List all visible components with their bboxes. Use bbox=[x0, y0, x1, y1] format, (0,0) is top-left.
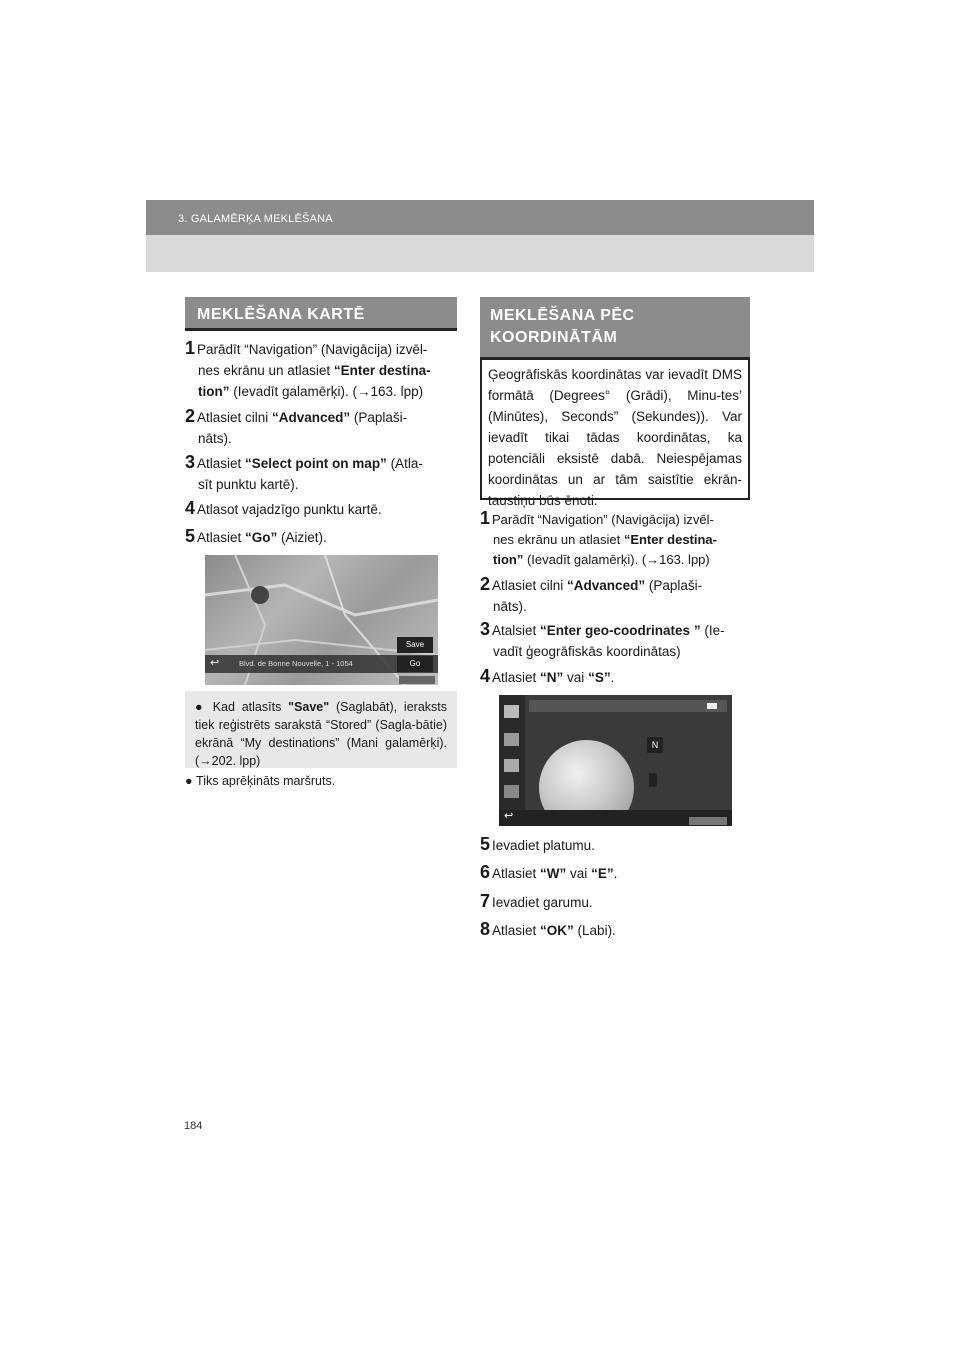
right-section-heading bbox=[480, 297, 750, 360]
map-address: Blvd. de Bonne Nouvelle, 1 - 1054 bbox=[239, 659, 353, 668]
right-step-3: 3 Atalsiet “Enter geo-coodrinates ” (Ie- vadīt ģeogrāfiskās koordinātas) bbox=[480, 619, 725, 659]
right-section-title-1: MEKLĒŠANA PĒC bbox=[490, 307, 635, 324]
left-section-heading bbox=[185, 297, 457, 331]
minus-button[interactable] bbox=[707, 703, 717, 709]
bullet-icon: ● bbox=[195, 700, 213, 714]
right-step-8: 8 Atlasiet “OK” (Labi). bbox=[480, 919, 616, 939]
section-title: 3. GALAMĒRĶA MEKLĒŠANA bbox=[178, 213, 333, 225]
left-step-1: 1 Parādīt “Navigation” (Navigācija) izvēl- nes ekrānu un atlasiet “Enter destina- tion” (Ievadīt galamērķi). (→163. lpp) bbox=[185, 338, 431, 399]
info-text: Ģeogrāfiskās koordinātas var ievadīt DMS formātā (Degrees° (Grādi), Minu-tes’ (Minūtes), Seconds” (Sekundes)). Var ievadīt tikai tādas koordinātas, ka potenciāli eksistē dabā. Neiespējamas koordinātas un ar tām saistītie ekrān-taustiņu būs ēnoti. bbox=[488, 367, 742, 508]
globe-screenshot bbox=[499, 695, 732, 826]
right-step-1: 1 Parādīt “Navigation” (Navigācija) izvēl- nes ekrānu un atlasiet “Enter destina- tion” (Ievadīt galamērķi). (→163. lpp) bbox=[480, 508, 717, 567]
coord-marker bbox=[649, 773, 657, 787]
right-step-5: 5 Ievadiet platumu. bbox=[480, 834, 595, 854]
left-section-title: MEKLĒŠANA KARTĒ bbox=[197, 306, 365, 323]
page-number: 184 bbox=[184, 1120, 203, 1132]
sidebar-icon-2[interactable] bbox=[504, 733, 519, 746]
left-step-5: 5 Atlasiet “Go” (Aiziet). bbox=[185, 526, 327, 546]
right-section-title-2: KOORDINĀTĀM bbox=[490, 329, 618, 346]
right-step-4: 4 Atlasiet “N” vai “S”. bbox=[480, 666, 615, 686]
left-step-2: 2 Atlasiet cilni “Advanced” (Paplaši- nāts). bbox=[185, 406, 408, 446]
left-step-4: 4 Atlasot vajadzīgo punktu kartē. bbox=[185, 498, 382, 518]
globe-title-bar bbox=[529, 700, 727, 712]
image-id-tag bbox=[399, 676, 435, 684]
right-step-6: 6 Atlasiet “W” vai “E”. bbox=[480, 862, 618, 882]
header-band bbox=[146, 200, 814, 235]
right-step-7: 7 Ievadiet garumu. bbox=[480, 891, 593, 911]
save-button[interactable]: Save bbox=[397, 637, 433, 653]
back-icon[interactable]: ↩ bbox=[504, 810, 514, 822]
route-note: ● Tiks aprēķināts maršruts. bbox=[185, 774, 336, 788]
go-button[interactable]: Go bbox=[397, 656, 433, 672]
note-box: ● Kad atlasīts "Save" (Saglabāt), ieraksts tiek reģistrēts sarakstā “Stored” (Sagla-bātie) ekrānā “My destinations” (Mani galamērķi). (→202. lpp) bbox=[185, 691, 457, 768]
back-icon[interactable]: ↩ bbox=[210, 657, 220, 669]
sidebar-icon-4[interactable] bbox=[504, 785, 519, 798]
left-step-3: 3 Atlasiet “Select point on map” (Atla- sīt punktu kartē). bbox=[185, 452, 423, 492]
info-box bbox=[480, 360, 750, 508]
sidebar-icon-3[interactable] bbox=[504, 759, 519, 772]
bullet-icon: ● bbox=[185, 774, 197, 788]
sidebar-icon-1[interactable] bbox=[504, 705, 519, 718]
n-button[interactable]: N bbox=[647, 737, 663, 753]
right-step-2: 2 Atlasiet cilni “Advanced” (Paplaši- nāts). bbox=[480, 574, 703, 614]
page-header bbox=[146, 200, 814, 272]
image-id-tag bbox=[689, 817, 727, 825]
map-screenshot bbox=[205, 555, 438, 685]
